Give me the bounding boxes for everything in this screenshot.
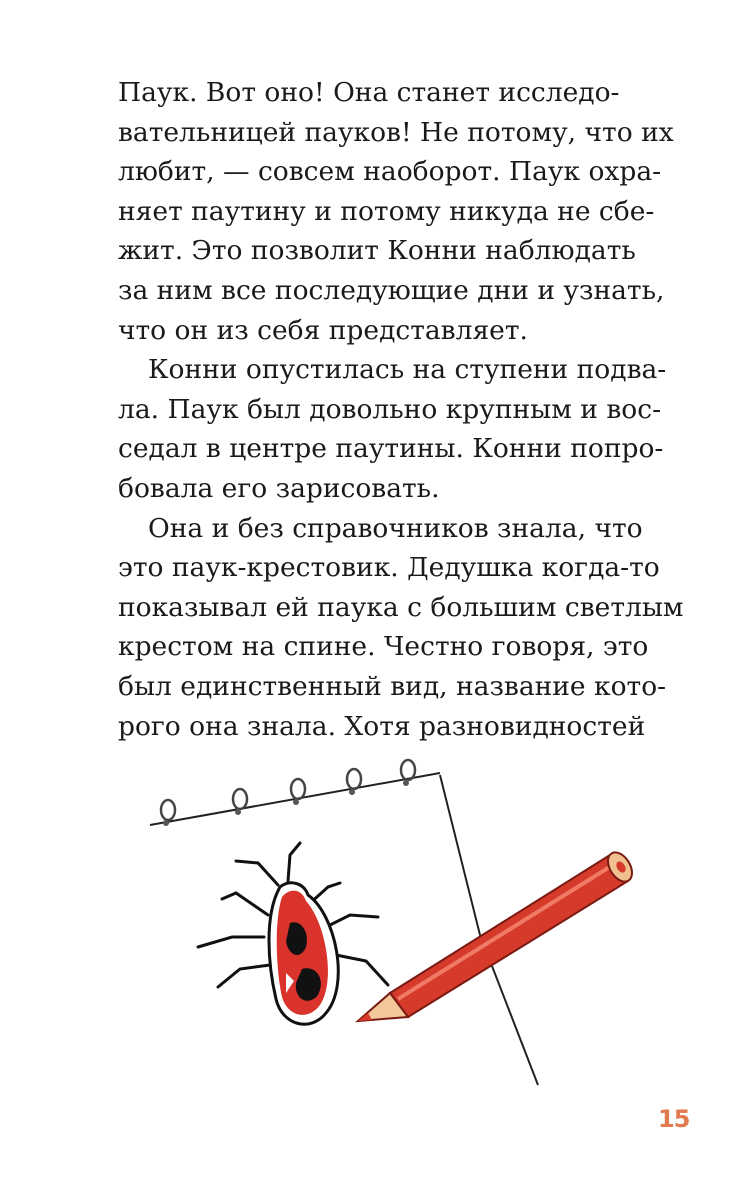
spiral-notebook-icon	[150, 760, 538, 1090]
text-line: Паук. Вот оно! Она станет исследо-	[118, 77, 620, 108]
text-line: был единственный вид, название кото-	[118, 670, 667, 702]
body-text	[118, 73, 684, 746]
text-line: показывал ей паука с большим светлым	[118, 591, 684, 623]
text-line: седал в центре паутины. Конни попро-	[118, 433, 664, 465]
illustration	[140, 755, 660, 1100]
text-line: бовала его зарисовать.	[118, 472, 440, 504]
text-line: рого она знала. Хотя разновидностей	[118, 710, 646, 742]
text-line: это паук-крестовик. Дедушка когда-то	[118, 552, 660, 584]
text-line: няет паутину и потому никуда не сбе-	[118, 195, 655, 227]
text-line: вательницей пауков! Не потому, что их	[118, 116, 674, 148]
text-line: Она и без справочников знала, что	[148, 512, 643, 544]
text-line: крестом на спине. Честно говоря, это	[118, 631, 649, 663]
text-line: Конни опустилась на ступени подва-	[148, 354, 667, 386]
text-line: что он из себя представляет.	[118, 314, 528, 346]
text-line: за ним все последующие дни и узнать,	[118, 274, 665, 306]
page-number: 15	[658, 1105, 690, 1133]
text-line: любит, — совсем наоборот. Паук охра-	[118, 156, 662, 188]
text-line: ла. Паук был довольно крупным и вос-	[118, 393, 662, 425]
text-line: жит. Это позволит Конни наблюдать	[118, 235, 636, 267]
